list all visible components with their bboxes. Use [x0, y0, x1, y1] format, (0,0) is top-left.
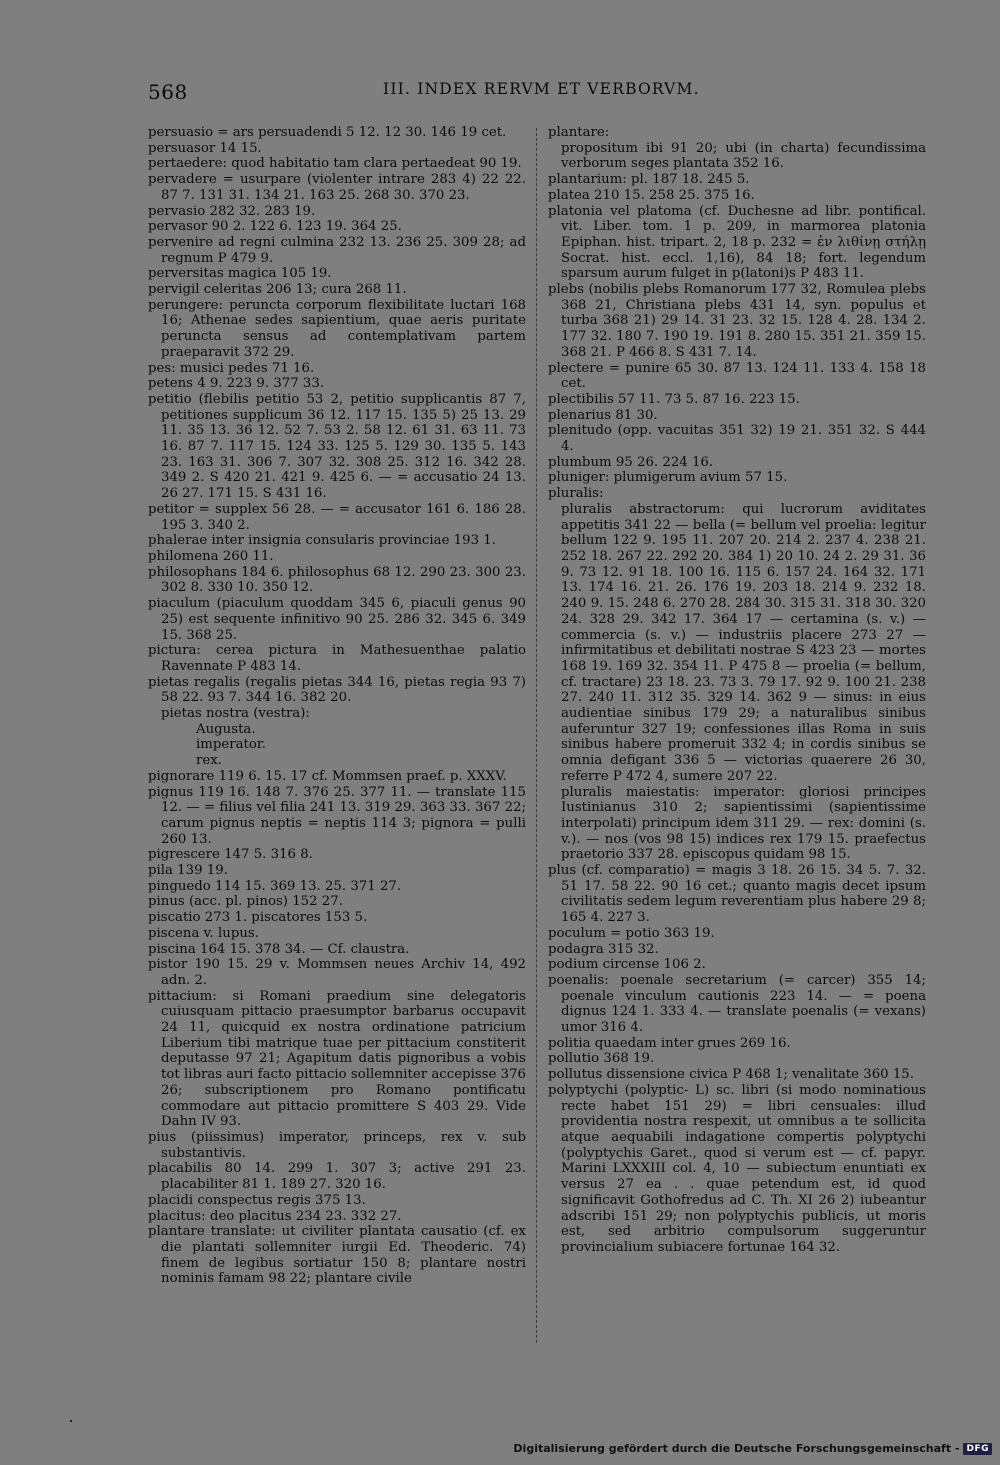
index-entry: pila 139 19.: [148, 863, 228, 879]
index-entry: plantare:: [548, 125, 610, 140]
index-entry: propositum ibi 91 20; ubi (in charta) fecundissima verborum seges plantata 352 16.: [561, 140, 926, 172]
index-entry: pinus (acc. pl. pinos) 152 27.: [148, 894, 343, 910]
index-entry: pluralis maiestatis: imperator: gloriosi principes Iustinianus 310 2; sapientissimi (sapientissime interpolati) principum idem 311 29. — rex: domini (s. v.). — nos (vos 98 15) indices rex 179 15. praefectus praetorio 337 28. episcopus quidam 98 15.: [561, 784, 926, 863]
index-entry: philosophans 184 6. philosophus 68 12. 290 23. 300 23. 302 8. 330 10. 350 12.: [148, 564, 526, 596]
index-entry: plus (cf. comparatio) = magis 3 18. 26 15. 34 5. 7. 32. 51 17. 58 22. 90 16 cet.; quanto magis decet ipsum civilitatis sedem legum reverentiam plus habere 29 8; 165 4. 227 3.: [548, 863, 926, 926]
index-entry: platonia vel platoma (cf. Duchesne ad libr. pontifical. vit. Liber. tom. 1 p. 209, in marmorea platonia Epiphan. hist. tripart. 2, 18 p. 232 = ἐν λιθίνῃ στήλῃ Socrat. hist. eccl. 1,16), 84 18; fort. legendum sparsum aurum fulget in p(latoni)s P 483 11.: [548, 203, 926, 282]
index-column-right: [548, 125, 926, 1256]
index-entry: pistor 190 15. 29 v. Mommsen neues Archiv 14, 492 adn. 2.: [148, 957, 526, 988]
index-entry: pittacium: si Romani praedium sine delegatoris cuiusquam pittacio praesumptor barbarus occupavit 24 11, quicquid ex nostra ordinatione patricium Liberium tibi matrique tuae per pittacium constiterit deputasse 97 21; Agapitum datis pignoribus a vobis tot libras auri facto pittacio sollemniter accepisse 376 26; subscriptionem pro Romano pontificatu commodare aut pittacio promittere S 403 29. Vide Dahn IV 93.: [148, 988, 526, 1130]
index-entry: pignorare 119 6. 15. 17 cf. Mommsen praef. p. XXXV.: [148, 768, 507, 784]
index-entry: plantare translate: ut civiliter plantata causatio (cf. ex die plantati sollemniter iurgii Ed. Theoderic. 74) finem de legibus sortiatur 150 8; plantare nostri nominis famam 98 22; plantare civile: [148, 1224, 526, 1287]
index-entry: plebs (nobilis plebs Romanorum 177 32, Romulea plebs 368 21, Christiana plebs 431 14, syn. populus et turba 368 21) 29 14. 31 23. 32 15. 128 4. 28. 134 2. 177 32. 180 7. 190 19. 191 8. 280 15. 351 21. 359 15. 368 21. P 466 8. S 431 7. 14.: [548, 282, 926, 360]
index-entry: pervenire ad regni culmina 232 13. 236 25. 309 28; ad regnum P 479 9.: [148, 234, 526, 266]
index-entry: plenarius 81 30.: [548, 407, 658, 423]
index-entry: persuasio = ars persuadendi 5 12. 12 30. 146 19 cet.: [148, 125, 507, 140]
page-number: 568: [148, 80, 188, 104]
index-entry: rex.: [196, 753, 222, 769]
index-entry: pluralis abstractorum: qui lucrorum aviditates appetitis 341 22 — bella (= bellum vel proelia: legitur bellum 122 9. 195 11. 207 20. 214 2. 237 4. 238 21. 252 18. 267 22. 292 20. 384 1) 20 10. 24 2. 29 31. 36 9. 73 12. 91 18. 100 16. 115 6. 157 24. 164 32. 171 13. 174 16. 21. 26. 176 19. 203 18. 214 9. 232 18. 240 9. 15. 248 6. 270 28. 284 30. 315 31. 318 30. 320 24. 328 29. 342 17. 364 17 — certamina (s. v.) — commercia (s. v.) — industriis placere 273 27 — infirmitatibus et debilitati nostrae S 423 23 — mortes 168 19. 169 32. 354 11. P 475 8 — proelia (= bellum, cf. tractare) 23 18. 23. 73 3. 79 17. 92 9. 100 21. 238 27. 240 11. 312 35. 329 14. 362 9 — sinus: in eius audientiae sinibus 179 29; a naturalibus sinibus auferuntur 327 19; confessiones illas Roma in suis sinibus habere promeruit 332 4; in cordis sinibus se omnia defigant 336 5 — victorias quaerere 26 30, referre P 472 4, sumere 207 22.: [561, 501, 926, 784]
index-entry: piaculum (piaculum quoddam 345 6, piaculi genus 90 25) est sequente infinitivo 90 25. 286 32. 345 6. 349 15. 368 25.: [148, 596, 526, 643]
scan-mark: [70, 1420, 72, 1422]
index-entry: petitor = supplex 56 28. — = accusator 161 6. 186 28. 195 3. 340 2.: [148, 501, 526, 533]
index-entry: placitus: deo placitus 234 23. 332 27.: [148, 1208, 402, 1224]
index-entry: pius (piissimus) imperator, princeps, rex v. sub substantivis.: [148, 1130, 526, 1161]
index-entry: persuasor 14 15.: [148, 140, 262, 156]
index-entry: pollutus dissensione civica P 468 1; venalitate 360 15.: [548, 1067, 914, 1083]
index-entry: pervadere = usurpare (violenter intrare 283 4) 22 22. 87 7. 131 31. 134 21. 163 25. 268 30. 370 23.: [148, 172, 526, 203]
column-divider: [536, 128, 537, 1343]
index-entry: perversitas magica 105 19.: [148, 266, 332, 282]
index-entry: pervasor 90 2. 122 6. 123 19. 364 25.: [148, 219, 402, 235]
index-entry: poculum = potio 363 19.: [548, 925, 715, 941]
index-entry: pervasio 282 32. 283 19.: [148, 203, 316, 219]
index-entry: pignus 119 16. 148 7. 376 25. 377 11. — translate 115 12. — = filius vel filia 241 13. 319 29. 363 33. 367 22; carum pignus neptis = neptis 114 3; pignora = pulli 260 13.: [148, 784, 526, 847]
index-column-left: [148, 125, 526, 1287]
index-entry: pinguedo 114 15. 369 13. 25. 371 27.: [148, 878, 402, 894]
dfg-logo: DFG: [963, 1443, 992, 1455]
running-head: III. INDEX RERVM ET VERBORVM.: [383, 80, 700, 98]
footer-text: Digitalisierung gefördert durch die Deutsche Forschungsgemeinschaft -: [513, 1442, 960, 1455]
index-entry: plectere = punire 65 30. 87 13. 124 11. 133 4. 158 18 cet.: [548, 360, 926, 392]
index-entry: Augusta.: [196, 721, 256, 737]
index-entry: pluniger: plumigerum avium 57 15.: [548, 470, 788, 486]
index-entry: podagra 315 32.: [548, 941, 659, 957]
index-entry: plumbum 95 26. 224 16.: [548, 454, 714, 470]
index-entry: pertaedere: quod habitatio tam clara pertaedeat 90 19.: [148, 156, 522, 172]
index-entry: poenalis: poenale secretarium (= carcer) 355 14; poenale vinculum cautionis 223 14. — = poena dignus 124 1. 333 4. — translate poenalis (= vexans) umor 316 4.: [548, 972, 926, 1036]
index-entry: placidi conspectus regis 375 13.: [148, 1192, 366, 1208]
index-entry: pes: musici pedes 71 16.: [148, 360, 315, 376]
index-entry: platea 210 15. 258 25. 375 16.: [548, 187, 755, 203]
footer-credit: [513, 1442, 992, 1455]
index-entry: piscena v. lupus.: [148, 925, 259, 941]
index-entry: pervigil celeritas 206 13; cura 268 11.: [148, 282, 407, 298]
index-entry: petitio (flebilis petitio 53 2, petitio supplicantis 87 7, petitiones supplicum 36 12. 117 15. 135 5) 25 13. 29 11. 35 13. 36 12. 52 7. 53 2. 58 12. 61 31. 63 11. 73 16. 87 7. 117 15. 124 33. 125 5. 129 30. 135 5. 143 23. 163 31. 306 7. 307 32. 308 25. 312 16. 342 28. 349 2. S 420 21. 421 9. 425 6. — = accusatio 24 13. 26 27. 171 15. S 431 16.: [148, 391, 526, 502]
index-entry: podium circense 106 2.: [548, 957, 706, 973]
index-entry: pietas regalis (regalis pietas 344 16, pietas regia 93 7) 58 22. 93 7. 344 16. 382 20.: [148, 674, 526, 706]
index-entry: polyptychi (polyptic- L) sc. libri (si modo nominatious recte habet 151 29) = libri censuales: illud providentia nostra respexit, ut omnibus a te sollicita atque aequabili indagatione compertis polyptychi (polyptychis Garet., quod si verum est — cf. papyr. Marini LXXXIII col. 4, 10 — subiectum enuntiati ex versus 27 ea . . quae petendum est, id quod significavit Gothofredus ad C. Th. XI 26 2) iubeantur adscribi 151 29; non polyptychis publicis, ut moris est, sed arbitrio compulsorum suggeruntur provincialium subiacere fortunae 164 32.: [548, 1082, 926, 1255]
index-entry: placabilis 80 14. 299 1. 307 3; active 291 23. placabiliter 81 1. 189 27. 320 16.: [148, 1161, 526, 1193]
index-entry: pietas nostra (vestra):: [161, 706, 310, 722]
index-entry: petens 4 9. 223 9. 377 33.: [148, 376, 325, 392]
index-entry: piscina 164 15. 378 34. — Cf. claustra.: [148, 941, 410, 957]
index-entry: piscatio 273 1. piscatores 153 5.: [148, 910, 368, 926]
index-entry: plantarium: pl. 187 18. 245 5.: [548, 172, 750, 188]
index-entry: plectibilis 57 11. 73 5. 87 16. 223 15.: [548, 391, 800, 407]
index-entry: pollutio 368 19.: [548, 1051, 655, 1067]
index-entry: pictura: cerea pictura in Mathesuenthae palatio Ravennate P 483 14.: [148, 643, 526, 674]
index-entry: phalerae inter insignia consularis provinciae 193 1.: [148, 533, 496, 549]
index-entry: pigrescere 147 5. 316 8.: [148, 847, 313, 863]
index-entry: philomena 260 11.: [148, 548, 274, 564]
index-entry: pluralis:: [548, 486, 604, 502]
index-entry: politia quaedam inter grues 269 16.: [548, 1035, 791, 1051]
index-entry: imperator.: [196, 737, 266, 753]
index-entry: plenitudo (opp. vacuitas 351 32) 19 21. 351 32. S 444 4.: [548, 423, 926, 455]
index-entry: perungere: peruncta corporum flexibilitate luctari 168 16; Athenae sedes sapientium, quae aeris puritate peruncta sensus ad contemplativam partem praeparavit 372 29.: [148, 297, 526, 360]
